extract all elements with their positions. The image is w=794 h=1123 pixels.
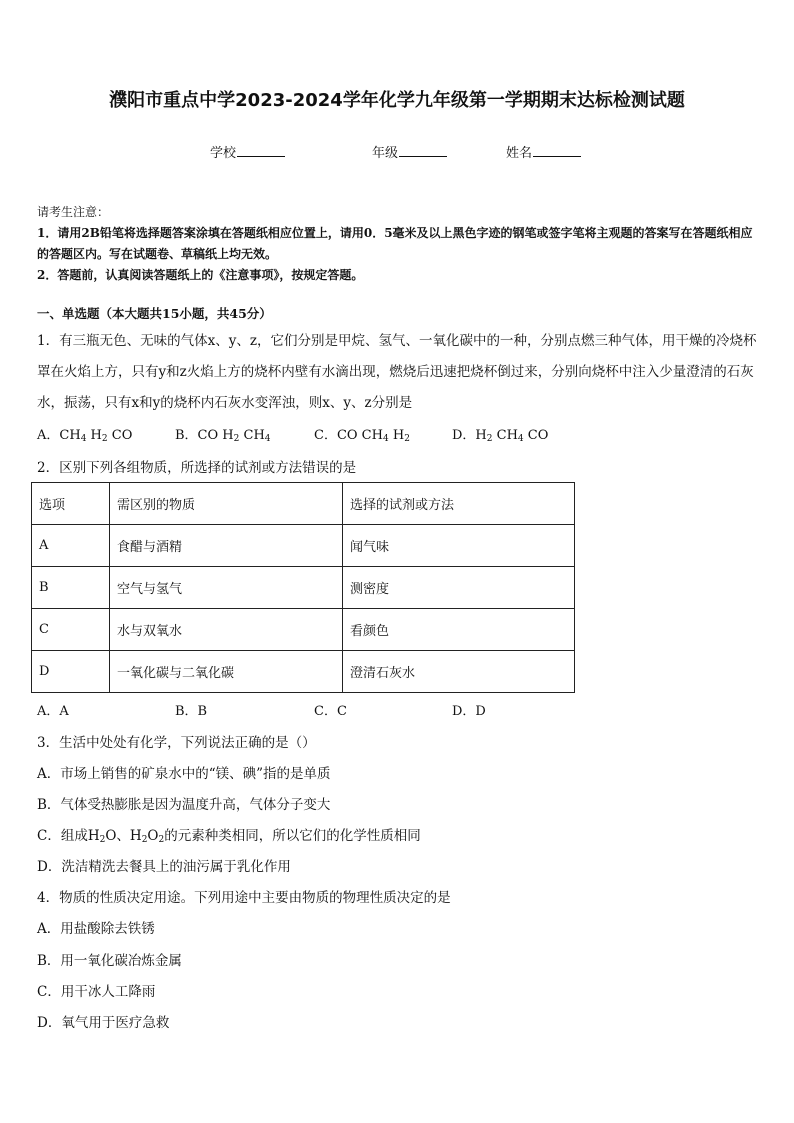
grade-label: 年级 [372, 146, 399, 161]
table-cell: 水与双氧水 [110, 609, 343, 651]
table-row [32, 525, 575, 567]
question-4-text: 4．物质的性质决定用途。下列用途中主要由物质的物理性质决定的是 [37, 890, 451, 906]
q3-option-c: C．组成$H_2O$、$H_2O_2$的元素种类相同，所以它们的化学性质相同 [37, 828, 421, 845]
table-row [32, 651, 575, 693]
table-row [32, 609, 575, 651]
table-cell: 空气与氢气 [110, 567, 343, 609]
q3-option-b: B．气体受热膨胀是因为温度升高，气体分子变大 [37, 797, 331, 813]
table-cell: C [32, 609, 110, 651]
section-heading: 一、单选题（本大题共15小题，共45分） [37, 306, 272, 321]
name-field [506, 142, 581, 161]
question-2-options [37, 700, 737, 724]
name-blank [533, 144, 581, 157]
q2-option-c: C．C [314, 704, 347, 719]
notice-item-1: 1．请用2B铅笔将选择题答案涂填在答题纸相应位置上，请用0．5毫米及以上黑色字迹的钢笔或签字笔将主观题的答案写在答题纸相应的答题区内。写在试题卷、草稿纸上均无效。 [37, 226, 753, 261]
table-cell: A [32, 525, 110, 567]
table-header-cell: 选项 [32, 483, 110, 525]
school-field [210, 142, 285, 161]
table-row [32, 567, 575, 609]
q1-option-c: C．CO $CH_4$ $H_2$ [314, 428, 410, 444]
school-blank [237, 144, 285, 157]
table-header-cell: 需区别的物质 [110, 483, 343, 525]
exam-title: 濮阳市重点中学2023-2024学年化学九年级第一学期期末达标检测试题 [109, 90, 685, 111]
notice-heading: 请考生注意： [37, 205, 110, 219]
question-1-text: 1．有三瓶无色、无味的气体x、y、z，它们分别是甲烷、氢气、一氧化碳中的一种，分别点燃三种气体，用干燥的冷烧杯罩在火焰上方，只有y和z火焰上方的烧杯内壁有水滴出现，燃烧后迅速把烧杯倒过来，分别向烧杯中注入少量澄清的石灰水，振荡，只有x和y的烧杯内石灰水变浑浊，则x、y、z分别是 [37, 333, 757, 411]
table-cell: B [32, 567, 110, 609]
q1-option-d: D．$H_2$ $CH_4$ CO [452, 428, 549, 444]
question-2-table [31, 482, 575, 693]
q2-option-a: A．A [37, 704, 69, 719]
q1-option-a: A．$CH_4$ $H_2$ CO [37, 428, 133, 444]
grade-blank [399, 144, 447, 157]
q2-option-b: B．B [175, 704, 208, 719]
table-cell: D [32, 651, 110, 693]
table-header-row [32, 483, 575, 525]
table-cell: 闻气味 [343, 525, 575, 567]
q4-option-a: A．用盐酸除去铁锈 [37, 921, 155, 937]
table-cell: 测密度 [343, 567, 575, 609]
question-3-text: 3．生活中处处有化学，下列说法正确的是（） [37, 735, 316, 751]
q2-option-d: D．D [452, 704, 486, 719]
table-cell: 食醋与酒精 [110, 525, 343, 567]
notice-block [37, 202, 762, 286]
table-cell: 澄清石灰水 [343, 651, 575, 693]
notice-item-2: 2．答题前，认真阅读答题纸上的《注意事项》，按规定答题。 [37, 268, 364, 282]
table-header-cell: 选择的试剂或方法 [343, 483, 575, 525]
name-label: 姓名 [506, 146, 533, 161]
table-cell: 看颜色 [343, 609, 575, 651]
q4-option-d: D．氧气用于医疗急救 [37, 1015, 170, 1031]
q3-option-a: A．市场上销售的矿泉水中的“镁、碘”指的是单质 [37, 766, 331, 782]
q4-option-b: B．用一氧化碳冶炼金属 [37, 953, 182, 969]
question-2-text: 2．区别下列各组物质，所选择的试剂或方法错误的是 [37, 460, 357, 476]
q3-option-d: D．洗洁精洗去餐具上的油污属于乳化作用 [37, 859, 291, 875]
table-cell: 一氧化碳与二氧化碳 [110, 651, 343, 693]
grade-field [372, 142, 447, 161]
q1-option-b: B．CO $H_2$ $CH_4$ [175, 428, 271, 444]
q4-option-c: C．用干冰人工降雨 [37, 984, 156, 1000]
school-label: 学校 [210, 146, 237, 161]
question-1-options [37, 424, 737, 448]
